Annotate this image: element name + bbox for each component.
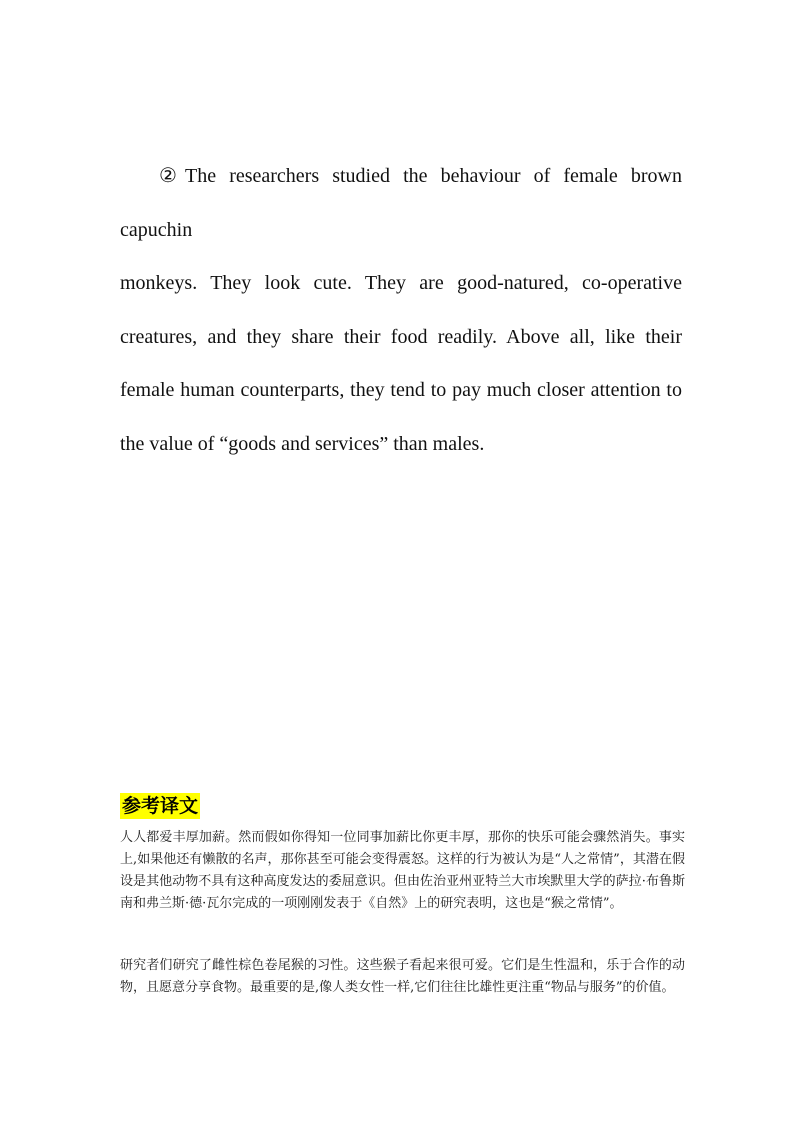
reference-translation-heading: 参考译文: [122, 795, 199, 817]
english-passage: [120, 150, 682, 471]
translation-paragraph-2: 研究者们研究了雌性棕色卷尾猴的习性。这些猴子看起来很可爱。它们是生性温和，乐于合作的动物，且愿意分享食物。最重要的是,像人类女性一样,它们往往比雄性更注重“物品与服务”的价值。: [120, 958, 685, 995]
english-remaining-text: monkeys. They look cute. They are good-natured, co-operative creatures, and they share their food readily. Above all, like their female human counterparts, they tend to pay much closer attention to the value of “goods and services” than males.: [120, 272, 682, 455]
translation-paragraph-1: 人人都爱丰厚加薪。然而假如你得知一位同事加薪比你更丰厚，那你的快乐可能会骤然消失。事实上,如果他还有懒散的名声，那你甚至可能会变得震怒。这样的行为被认为是“人之常情”，其潜在假设是其他动物不具有这种高度发达的委屈意识。但由佐治亚州亚特兰大市埃默里大学的萨拉·布鲁斯南和弗兰斯·德·瓦尔完成的一项刚刚发表于《自然》上的研究表明，这也是“猴之常情”。: [120, 830, 685, 911]
english-first-line: ②The researchers studied the behaviour of female brown capuchin: [120, 165, 682, 241]
